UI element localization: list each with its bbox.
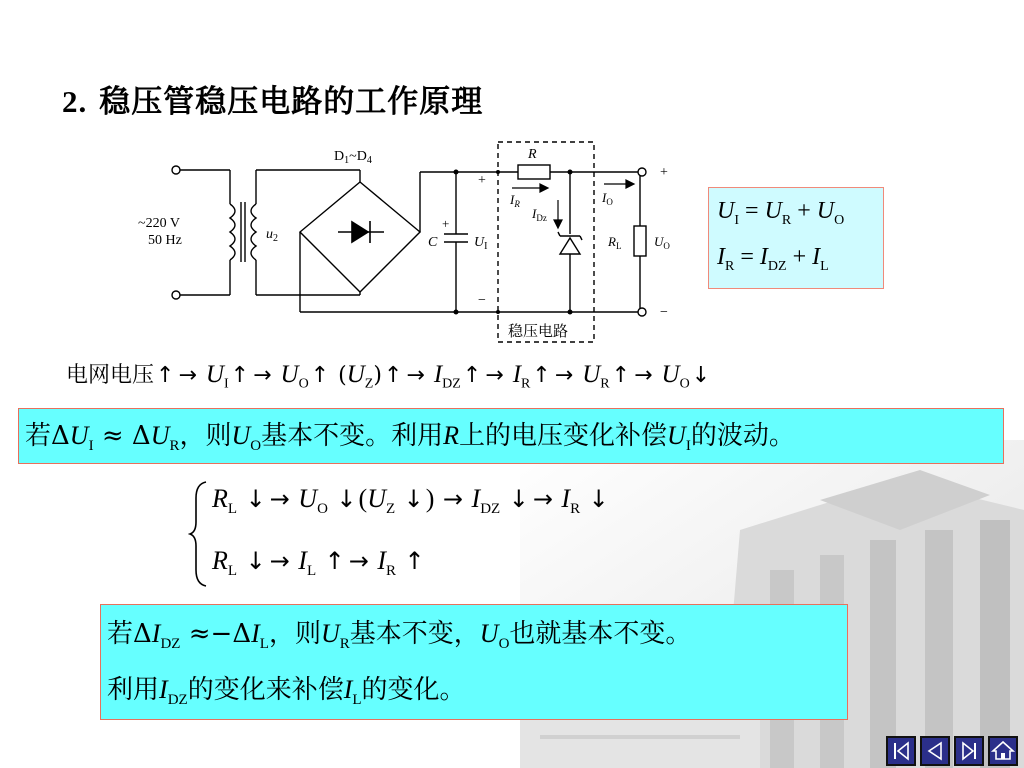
ui-minus: − bbox=[478, 293, 486, 308]
out-plus: + bbox=[660, 165, 668, 180]
ui-plus: + bbox=[478, 173, 486, 188]
cap-plus: + bbox=[442, 216, 450, 231]
u2-label: $u_2$ bbox=[266, 227, 278, 244]
rl-label: $R_L$ bbox=[608, 234, 622, 251]
out-minus: − bbox=[660, 305, 668, 320]
previous-slide-icon bbox=[922, 738, 948, 764]
home-button[interactable] bbox=[988, 736, 1018, 766]
first-slide-icon bbox=[888, 738, 914, 764]
title-number: 2. bbox=[62, 84, 88, 119]
source-voltage-label: ~220 V bbox=[138, 216, 180, 231]
home-icon bbox=[990, 738, 1016, 764]
uo-label: $U_O$ bbox=[654, 234, 670, 251]
ui-label: $U_I$ bbox=[474, 235, 488, 252]
idz-label: $I_{Dz}$ bbox=[532, 206, 547, 223]
cases-brace bbox=[188, 480, 210, 588]
bridge-label: $D_1\sim D_4$ bbox=[334, 149, 372, 166]
previous-slide-button[interactable] bbox=[920, 736, 950, 766]
case-load-decrease-line2: $R_L$ ↓ → $I_L$ ↑ → $I_R$ ↑ bbox=[212, 546, 425, 580]
equation-voltage: $U_I = U_R + U_O$ bbox=[717, 198, 845, 228]
voltage-change-chain: 电网电压↑ → $U_I↑$ → $U_O↑$ $(U_Z)↑$ → $I_{DZ}↑$ → $I_R↑$ → $U_R↑$ → $U_O↓$ bbox=[66, 361, 711, 392]
io-label: $I_O$ bbox=[602, 190, 613, 207]
slide-navigation bbox=[884, 734, 1024, 768]
first-slide-button[interactable] bbox=[886, 736, 916, 766]
conclusion-box-voltage: 若$\Delta U_I \approx \Delta U_R$，则$U_O$基本不变。利用R上的电压变化补偿$U_I$的波动。 bbox=[18, 408, 1004, 464]
conclusion-box-current bbox=[100, 604, 848, 720]
ir-label: $I_R$ bbox=[510, 192, 520, 209]
source-frequency-label: 50 Hz bbox=[148, 233, 182, 248]
next-slide-button[interactable] bbox=[954, 736, 984, 766]
equation-box bbox=[708, 187, 884, 289]
regulator-label: 稳压电路 bbox=[508, 322, 569, 340]
case-load-decrease-line1: $R_L$ ↓ → $U_O$ $↓(U_Z$ ↓) → $I_{DZ}$ ↓ → $I_R$ ↓ bbox=[212, 484, 609, 518]
next-slide-icon bbox=[956, 738, 982, 764]
capacitor-label: C bbox=[428, 235, 438, 250]
regulator-circuit-diagram bbox=[130, 132, 690, 344]
conclusion-current-line2: 利用$I_{DZ}$的变化来补偿$I_L$的变化。 bbox=[107, 675, 466, 709]
title-text: 稳压管稳压电路的工作原理 bbox=[99, 84, 484, 120]
conclusion-current-line1: 若$\Delta I_{DZ} \approx-\Delta I_L$，则$U_R$基本不变，$U_O$也就基本不变。 bbox=[107, 619, 692, 653]
resistor-r-label: R bbox=[528, 147, 537, 162]
slide-title bbox=[62, 76, 483, 121]
equation-current: $I_R = I_{DZ} + I_L$ bbox=[717, 244, 829, 274]
